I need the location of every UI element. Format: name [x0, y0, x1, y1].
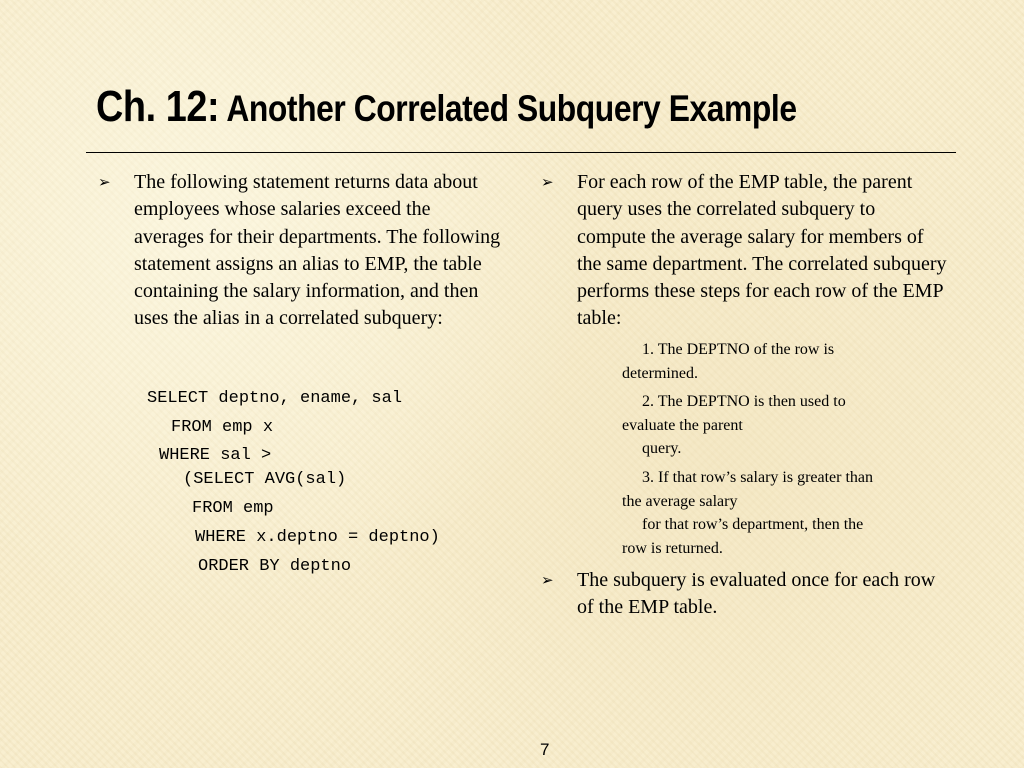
title-text: Another Correlated Subquery Example [226, 88, 797, 129]
step-item [622, 390, 942, 461]
step-line: 2. The DEPTNO is then used to [642, 393, 846, 410]
step-line: query. [642, 440, 682, 457]
step-line: evaluate the parent [622, 416, 743, 434]
code-line: (SELECT AVG(sal) [183, 470, 347, 489]
title-divider [86, 152, 956, 153]
page-number: 7 [540, 740, 550, 759]
step-line: for that row’s department, then the [642, 516, 864, 533]
step-item [622, 466, 942, 560]
code-line: FROM emp [192, 499, 274, 518]
code-line: WHERE x.deptno = deptno) [195, 528, 440, 547]
title-chapter: Ch. 12: [96, 82, 220, 131]
step-line: row is returned. [622, 539, 723, 557]
step-line: 1. The DEPTNO of the row is [642, 341, 835, 358]
arrow-bullet-icon: ➢ [98, 173, 111, 191]
code-line: WHERE sal > [159, 446, 272, 465]
step-item [622, 338, 942, 385]
step-line: determined. [622, 364, 698, 382]
code-line: ORDER BY deptno [198, 557, 352, 576]
slide-title [96, 82, 797, 132]
arrow-bullet-icon: ➢ [541, 571, 554, 589]
step-line: 3. If that row’s salary is greater than [642, 469, 874, 486]
right-bullet-2-text: The subquery is evaluated once for each row of the EMP table. [577, 569, 936, 619]
step-line: the average salary [622, 492, 738, 510]
code-line: SELECT deptno, ename, sal [147, 389, 403, 408]
arrow-bullet-icon: ➢ [541, 173, 554, 191]
left-bullet-text: The following statement returns data about employees whose salaries exceed the averages for their departments. The following statement assigns an alias to EMP, the table containing the salary information, and then uses the alias in a correlated subquery: [134, 171, 501, 330]
right-bullet-1-text: For each row of the EMP table, the parent query uses the correlated subquery to compute the average salary for members of the same department. The correlated subquery performs these steps for each row of the EMP table: [577, 171, 947, 330]
code-line: FROM emp x [171, 418, 274, 437]
